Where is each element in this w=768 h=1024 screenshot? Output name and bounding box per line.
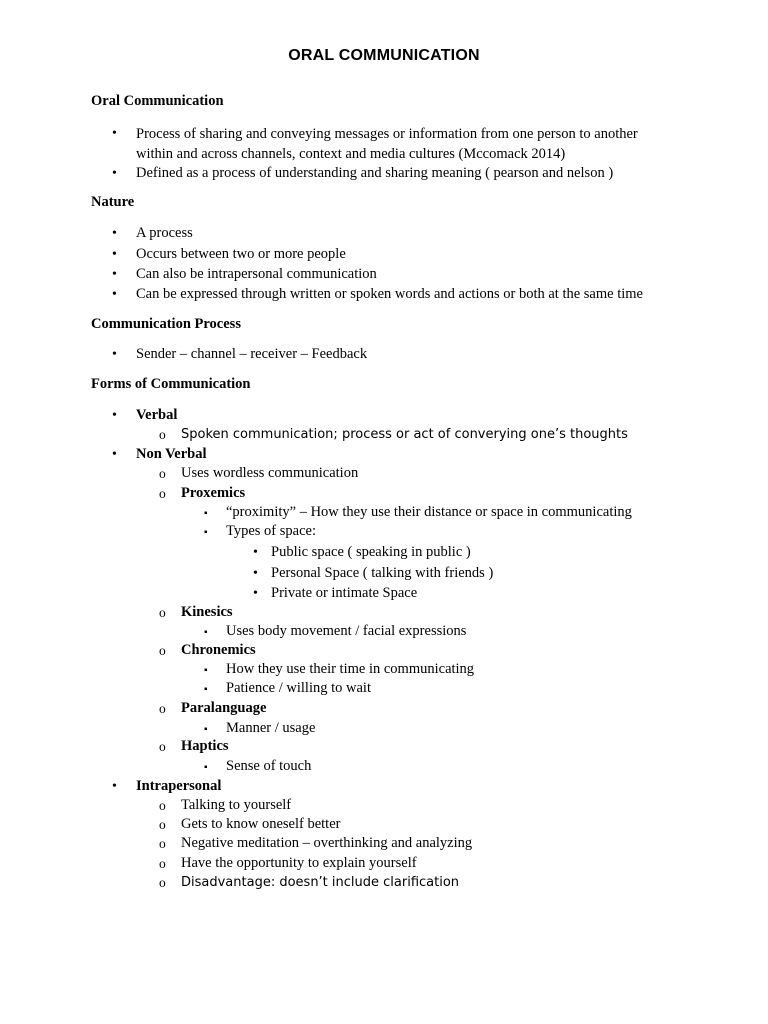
list-item-text: Personal Space ( talking with friends ) [271,565,494,581]
circle-marker: o [159,836,166,851]
list-item-text: “proximity” – How they use their distance or space in communicating [226,504,632,520]
circle-marker: o [159,643,166,658]
circle-marker: o [159,486,166,501]
list-item-text: Patience / willing to wait [226,680,371,696]
square-marker: ▪ [204,724,208,735]
list-item-text: Can also be intrapersonal communication [136,266,377,282]
circle-marker: o [159,605,166,620]
square-marker: ▪ [204,527,208,538]
bullet-marker: • [112,247,117,262]
heading-communication-process: Communication Process [91,316,241,332]
square-marker: ▪ [204,684,208,695]
list-item-text: Private or intimate Space [271,585,418,601]
circle-marker: o [159,739,166,754]
bullet-marker: • [112,267,117,282]
circle-marker: o [159,701,166,716]
bullet-marker: • [112,226,117,241]
list-item-text: Occurs between two or more people [136,246,346,262]
list-item-text: Sender – channel – receiver – Feedback [136,346,368,362]
list-item-text: Uses body movement / facial expressions [226,623,467,639]
circle-marker: o [159,817,166,832]
list-item-text: Can be expressed through written or spoken words and actions or both at the same time [136,286,643,302]
list-item-text: Spoken communication; process or act of converying one’s thoughts [181,427,628,442]
circle-marker: o [159,798,166,813]
list-item-text: Manner / usage [226,720,316,736]
list-item-text: Disadvantage: doesn’t include clarification [181,875,460,890]
list-item-text: Have the opportunity to explain yourself [181,855,417,871]
kinesics-label: Kinesics [181,604,233,620]
document-title: ORAL COMMUNICATION [288,47,480,64]
list-item-text: Negative meditation – overthinking and analyzing [181,835,473,851]
list-item-text: Process of sharing and conveying messages or information from one person to another within and across channels, context and media cultures (Mccomack 2014) [136,126,638,162]
list-item-text: Talking to yourself [181,797,292,813]
bullet-marker: • [112,447,117,462]
list-item-text: Uses wordless communication [181,465,359,481]
list-item-text: Types of space: [226,523,316,539]
square-marker: ▪ [204,665,208,676]
bullet-marker: • [112,126,117,141]
heading-forms-of-communication: Forms of Communication [91,376,251,392]
bullet-marker: • [253,566,258,581]
circle-marker: o [159,466,166,481]
haptics-label: Haptics [181,738,229,754]
bullet-marker: • [253,545,258,560]
bullet-marker: • [112,408,117,423]
bullet-marker: • [112,779,117,794]
list-item-text: Sense of touch [226,758,312,774]
square-marker: ▪ [204,762,208,773]
square-marker: ▪ [204,508,208,519]
heading-nature: Nature [91,194,135,210]
bullet-marker: • [253,586,258,601]
chronemics-label: Chronemics [181,642,256,658]
circle-marker: o [159,427,166,442]
paralanguage-label: Paralanguage [181,700,267,716]
list-item-text: Defined as a process of understanding and sharing meaning ( pearson and nelson ) [136,165,614,181]
nonverbal-label: Non Verbal [136,446,207,462]
intrapersonal-label: Intrapersonal [136,778,222,794]
list-item-text: Gets to know oneself better [181,816,341,832]
bullet-marker: • [112,287,117,302]
bullet-marker: • [112,166,117,181]
circle-marker: o [159,856,166,871]
list-item [0,124,768,164]
list-item-text: A process [136,225,193,241]
circle-marker: o [159,875,166,890]
heading-oral-communication: Oral Communication [91,93,224,109]
square-marker: ▪ [204,627,208,638]
proxemics-label: Proxemics [181,485,246,501]
list-item-text: Public space ( speaking in public ) [271,544,471,560]
list-item-text: How they use their time in communicating [226,661,475,677]
bullet-marker: • [112,347,117,362]
verbal-label: Verbal [136,407,178,423]
